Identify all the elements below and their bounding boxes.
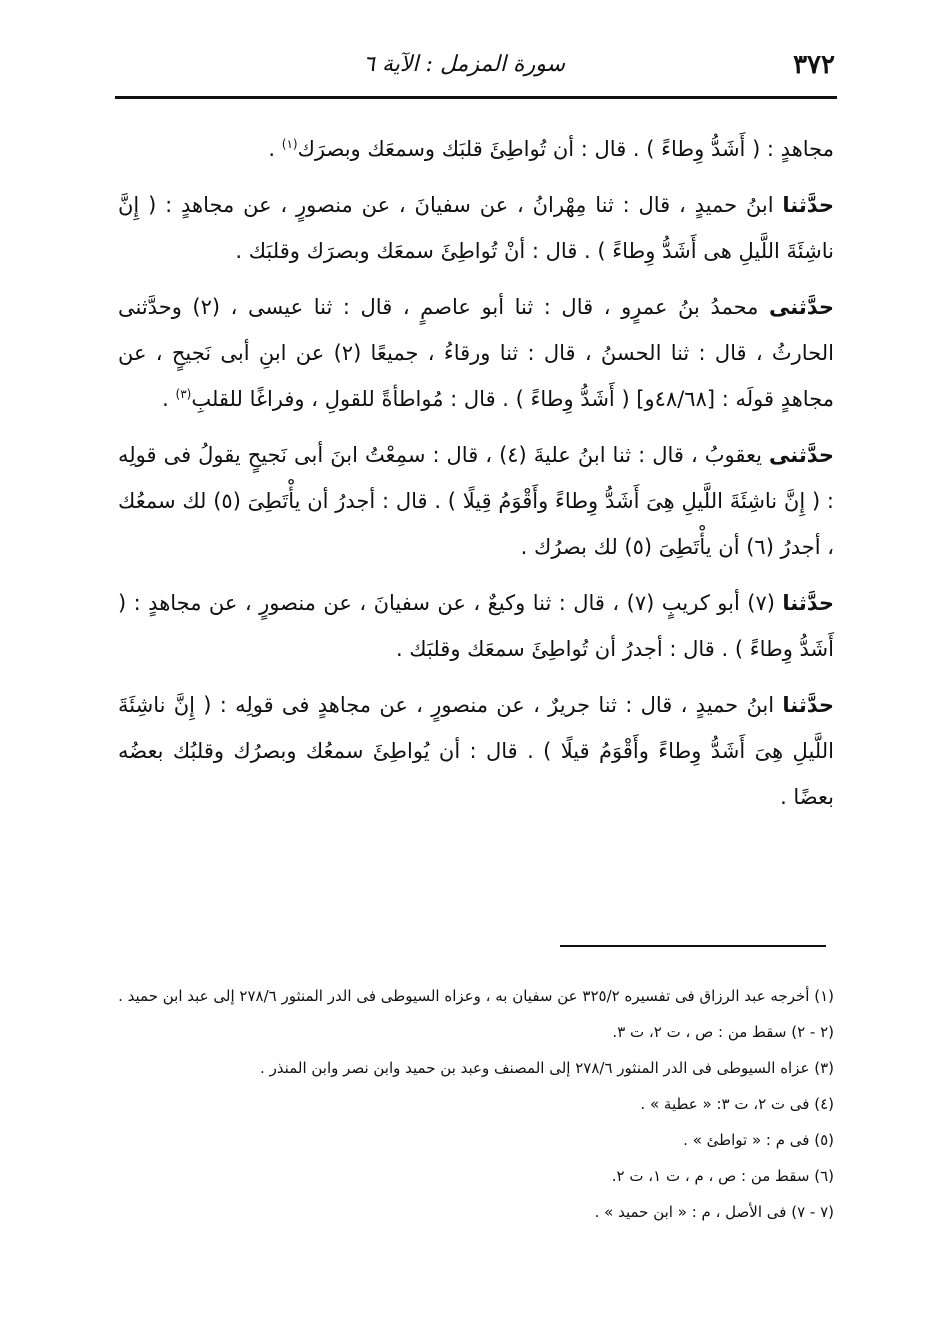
paragraph-text: محمدُ بنُ عمرٍو ، قال : ثنا أبو عاصمٍ ، قال : ثنا عيسى ، (٢) وحدَّثنى الحارثُ ، قال : ثنا الحسنُ ، قال : ثنا ورقاءُ ، جميعًا (٢) عن ابنِ أبى نَجيحٍ ، عن مجاهدٍ قولَه : [٤٨/٦٨و] ( أَشَدُّ وِطاءً ) . قال : مُواطأةً للقولِ ، وفراغًا للقلبِ xyxy=(118,295,834,411)
paragraph-lead: حدَّثنا xyxy=(782,193,834,217)
note-ref: (١) xyxy=(281,137,298,151)
footnote-5: (٥) فى م : « تواطئ » . xyxy=(683,1131,834,1149)
paragraph-lead: حدَّثنى xyxy=(769,295,834,319)
paragraph-text: ابنُ حميدٍ ، قال : ثنا مِهْرانُ ، عن سفيانَ ، عن منصورٍ ، عن مجاهدٍ : ( إِنَّ ناشِئَةَ اللَّيلِ هى أَشَدُّ وِطاءً ) . قال : أنْ تُواطِئَ سمعَك وبصرَك وقلبَك . xyxy=(118,193,834,263)
paragraph-4 xyxy=(118,432,834,570)
footnote-rule xyxy=(560,945,826,947)
footnote-4: (٤) فى ت ٢، ت ٣: « عطية » . xyxy=(640,1095,834,1113)
paragraph-lead: حدَّثنا xyxy=(782,693,834,717)
paragraph-2 xyxy=(118,182,834,274)
paragraph-6 xyxy=(118,682,834,820)
main-text xyxy=(118,126,834,830)
paragraph-lead: حدَّثنى xyxy=(769,443,834,467)
running-title: سورة المزمل : الآية ٦ xyxy=(363,52,565,77)
footnotes xyxy=(118,978,834,1230)
footnote-6: (٦) سقط من : ص ، م ، ت ١، ت ٢. xyxy=(611,1167,834,1185)
paragraph-text: ابنُ حميدٍ ، قال : ثنا جريرٌ ، عن منصورٍ ، عن مجاهدٍ فى قولِه : ( إِنَّ ناشِئَةَ اللَّيلِ هِىَ أَشَدُّ وِطاءً وأَقْوَمُ قيلًا ) . قال : أن يُواطِئَ سمعُك وبصرُك وقلبُك بعضُه بعضًا . xyxy=(118,693,834,809)
footnote-7: (٧ - ٧) فى الأصل ، م : « ابن حميد » . xyxy=(594,1203,834,1221)
header-rule xyxy=(115,96,837,99)
footnote-1: (١) أخرجه عبد الرزاق فى تفسيره ٣٢٥/٢ عن سفيان به ، وعزاه السيوطى فى الدر المنثور ٢٧٨/٦ إلى عبد ابن حميد . xyxy=(118,987,834,1005)
paragraph-text: مجاهدٍ : ( أَشَدُّ وِطاءً ) . قال : أن تُواطِئَ قلبَك وسمعَك وبصرَك xyxy=(297,137,834,161)
paragraph-tail: . xyxy=(268,137,282,161)
note-ref: (٣) xyxy=(175,387,192,401)
paragraph-text: (٧) أبو كريبٍ (٧) ، قال : ثنا وكيعٌ ، عن سفيانَ ، عن منصورٍ ، عن مجاهدٍ : ( أَشَدُّ وِطاءً ) . قال : أجدرُ أن تُواطِئَ سمعَك وقلبَك . xyxy=(118,591,834,661)
paragraph-tail: . xyxy=(162,387,176,411)
footnote-3: (٣) عزاه السيوطى فى الدر المنثور ٢٧٨/٦ إلى المصنف وعبد بن حميد وابن نصر وابن المنذر . xyxy=(260,1059,834,1077)
footnote-2: (٢ - ٢) سقط من : ص ، ت ٢، ت ٣. xyxy=(612,1023,834,1041)
paragraph-3 xyxy=(118,284,834,422)
paragraph-lead: حدَّثنا xyxy=(782,591,834,615)
paragraph-1 xyxy=(118,126,834,172)
page-number: ٣٧٢ xyxy=(793,50,835,80)
paragraph-text: يعقوبُ ، قال : ثنا ابنُ عليةَ (٤) ، قال : سمِعْتُ ابنَ أبى نَجيحٍ يقولُ فى قولِه : ( إِنَّ ناشِئَةَ اللَّيلِ هِىَ أَشَدُّ وِطاءً وأَقْوَمُ قِيلًا ) . قال : أجدرُ أن يأْتَطِىَ (٥) لك سمعُك ، أجدرُ (٦) أن يأْتَطِىَ (٥) لك بصرُك . xyxy=(118,443,834,559)
paragraph-5 xyxy=(118,580,834,672)
page-header xyxy=(115,50,835,90)
